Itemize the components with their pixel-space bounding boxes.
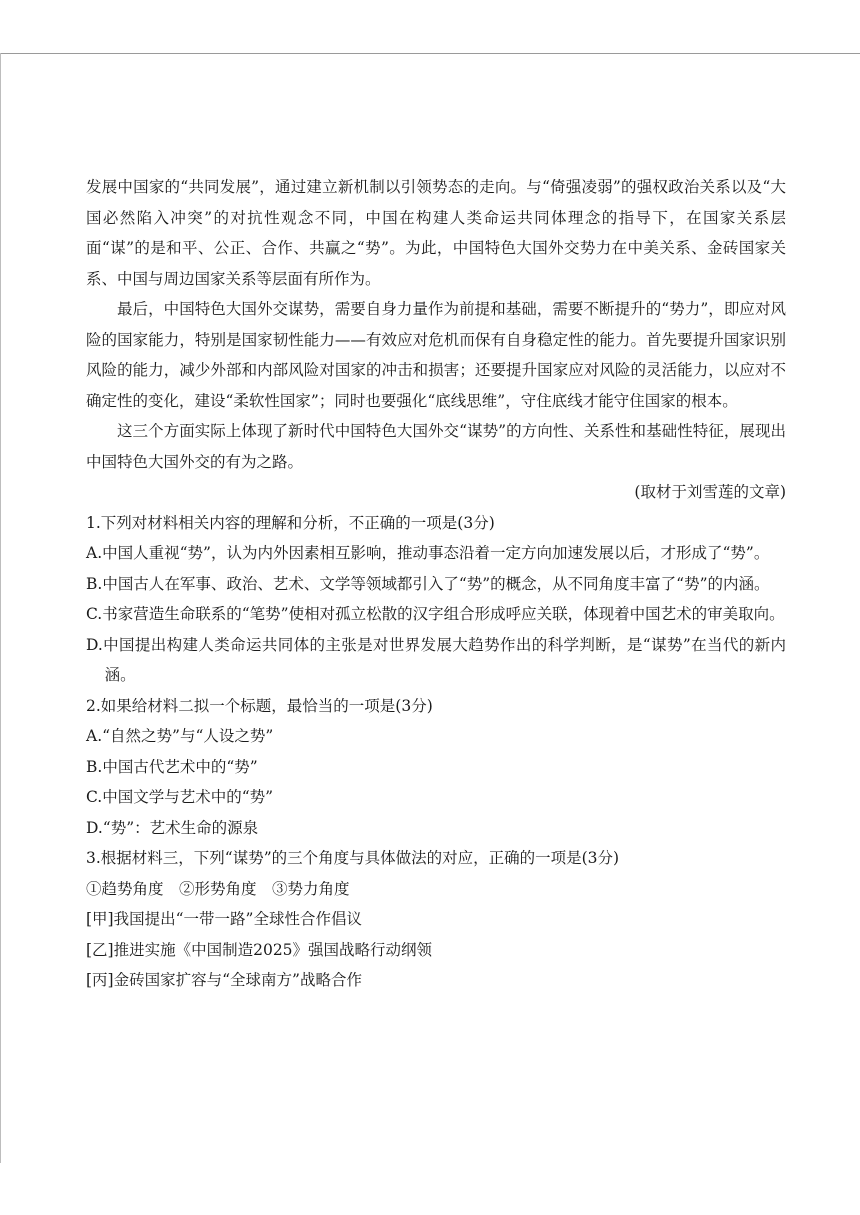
question-1-stem: 1.下列对材料相关内容的理解和分析，不正确的一项是(3分)	[86, 513, 495, 532]
question-1-option-d: D.中国提出构建人类命运共同体的主张是对世界发展大趋势作出的科学判断，是“谋势”在当代的新内涵。	[86, 635, 786, 684]
question-2-option-c: C.中国文学与艺术中的“势”	[86, 788, 274, 806]
question-3-stem: 3.根据材料三，下列“谋势”的三个角度与具体做法的对应，正确的一项是(3分)	[86, 849, 620, 867]
passage-paragraph-1: 发展中国家的“共同发展”，通过建立新机制以引领势态的走向。与“倚强凌弱”的强权政治关系以及“大国必然陷入冲突”的对抗性观念不同，中国在构建人类命运共同体理念的指导下，在国家关系层面“谋”的是和平、公正、合作、共赢之“势”。为此，中国特色大国外交势力在中美关系、金砖国家关系、中国与周边国家关系等层面有所作为。	[86, 178, 786, 288]
question-2-option-d: D.“势”：艺术生命的源泉	[86, 818, 259, 837]
question-3-item-bing: [丙]金砖国家扩容与“全球南方”战略合作	[86, 971, 362, 989]
question-2-option-a: A.“自然之势”与“人设之势”	[86, 727, 274, 745]
passage-paragraph-3: 这三个方面实际上体现了新时代中国特色大国外交“谋势”的方向性、关系性和基础性特征，展现出中国特色大国外交的有为之路。	[86, 422, 786, 471]
question-2-option-b: B.中国古代艺术中的“势”	[86, 757, 258, 776]
question-3-item-jia: [甲]我国提出“一带一路”全球性合作倡议	[86, 910, 362, 928]
question-3-item-yi: [乙]推进实施《中国制造2025》强国战略行动纲领	[86, 940, 433, 959]
question-3-angles: ①趋势角度 ②形势角度 ③势力角度	[86, 879, 350, 898]
passage-paragraph-2: 最后，中国特色大国外交谋势，需要自身力量作为前提和基础，需要不断提升的“势力”，即应对风险的国家能力，特别是国家韧性能力——有效应对危机而保有自身稳定性的能力。首先要提升国家识别风险的能力，减少外部和内部风险对国家的冲击和损害；还要提升国家应对风险的灵活能力，以应对不确定性的变化，建设“柔软性国家”；同时也要强化“底线思维”，守住底线才能守住国家的根本。	[86, 300, 786, 410]
question-1-option-b: B.中国古人在军事、政治、艺术、文学等领域都引入了“势”的概念，从不同角度丰富了“势”的内涵。	[86, 574, 770, 593]
top-border-line	[0, 53, 860, 54]
question-1-option-c: C.书家营造生命联系的“笔势”使相对孤立松散的汉字组合形成呼应关联，体现着中国艺术的审美取向。	[86, 605, 785, 623]
question-2-stem: 2.如果给材料二拟一个标题，最恰当的一项是(3分)	[86, 696, 433, 715]
question-1-option-a: A.中国人重视“势”，认为内外因素相互影响，推动事态沿着一定方向加速发展以后，才形成了“势”。	[86, 544, 770, 562]
document-body	[86, 172, 786, 996]
left-border-line	[0, 53, 1, 1163]
passage-source: (取材于刘雪莲的文章)	[634, 483, 786, 501]
